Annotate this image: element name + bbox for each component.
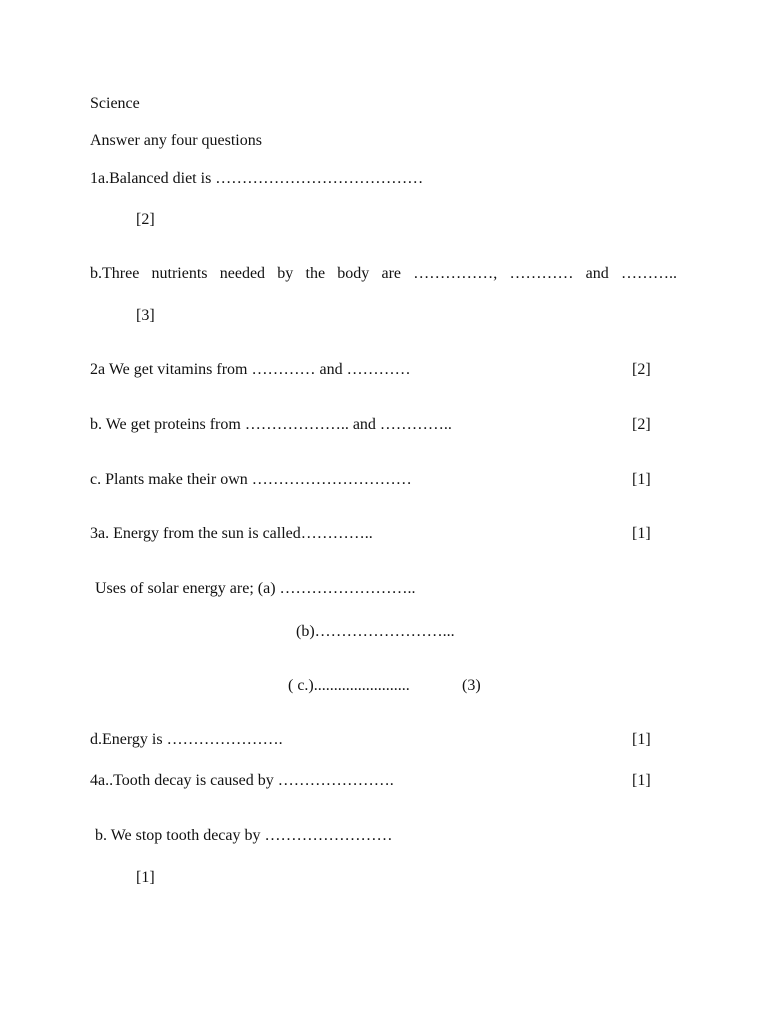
question-4a-mark: [1] [632, 772, 651, 789]
question-3a-mark: [1] [632, 525, 651, 542]
question-3a: 3a. Energy from the sun is called………….. [90, 525, 373, 542]
question-3-uses: Uses of solar energy are; (a) …………………….. [95, 580, 416, 597]
question-3-uses-c: ( c.)........................ [288, 677, 410, 694]
question-1b-word: and [585, 265, 609, 282]
question-3-uses-b: (b)……………………... [296, 623, 455, 640]
question-1b-word: b.Three [90, 265, 140, 282]
question-1b [90, 264, 677, 284]
question-3d: d.Energy is …………………. [90, 731, 283, 748]
subject-title: Science [90, 95, 140, 112]
question-1a: 1a.Balanced diet is ………………………………… [90, 170, 424, 187]
question-1b-word: ……………, [413, 265, 498, 282]
question-1b-word: nutrients [151, 265, 208, 282]
question-3-uses-mark: (3) [462, 677, 481, 694]
question-1b-mark: [3] [136, 307, 155, 324]
question-2c-mark: [1] [632, 471, 651, 488]
question-1b-word: by [277, 265, 294, 282]
question-1b-word: ………… [509, 265, 574, 282]
question-2a: 2a We get vitamins from ………… and ………… [90, 361, 411, 378]
question-4a: 4a..Tooth decay is caused by …………………. [90, 772, 394, 789]
instruction-text: Answer any four questions [90, 132, 262, 149]
question-1b-word: ……….. [621, 265, 677, 282]
question-1b-word: the [305, 265, 326, 282]
question-2a-mark: [2] [632, 361, 651, 378]
question-2b-mark: [2] [632, 416, 651, 433]
question-4b: b. We stop tooth decay by …………………… [95, 827, 393, 844]
question-4b-mark: [1] [136, 869, 155, 886]
question-2b: b. We get proteins from ……………….. and ………….. [90, 416, 452, 433]
question-2c: c. Plants make their own ………………………… [90, 471, 412, 488]
question-1b-word: are [381, 265, 402, 282]
question-1b-word: needed [219, 265, 266, 282]
question-3d-mark: [1] [632, 731, 651, 748]
question-1a-mark: [2] [136, 211, 155, 228]
question-1b-word: body [337, 265, 370, 282]
